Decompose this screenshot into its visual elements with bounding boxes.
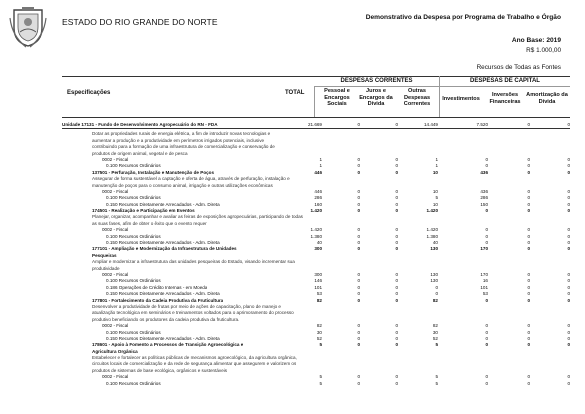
row-value: 0 [567, 342, 570, 348]
row-value: 0 [527, 297, 530, 303]
row-label: contribuindo para a formação de uma infraestrutura de comercialização e conservação de [92, 144, 275, 150]
row-value: 0 [395, 329, 398, 335]
row-value: 0 [357, 201, 360, 207]
row-value: 0 [527, 208, 530, 214]
column-header-total: TOTAL [285, 90, 305, 96]
row-label: 0.150 Recursos Diretamente Arrecadados - Adm. Direta [106, 291, 220, 297]
row-value: 0 [357, 195, 360, 201]
row-value: 1.420 [426, 227, 438, 233]
row-value: 0 [395, 122, 398, 127]
row-value: 0 [395, 188, 398, 194]
row-value: 0 [567, 329, 570, 335]
row-value: 0 [395, 208, 398, 214]
column-header-other-current: Outras Despesas Correntes [403, 88, 431, 107]
row-value: 300 [314, 246, 322, 252]
row-label: produtos de sistemas de base ecológica, orgânicos e sustentáveis [92, 367, 228, 373]
row-value: 0 [485, 227, 488, 233]
row-value: 0 [567, 233, 570, 239]
row-value: 0 [567, 156, 570, 162]
row-label: 0002 - Fiscal [102, 323, 129, 329]
row-value: 0 [567, 323, 570, 329]
row-value: 436 [480, 169, 488, 175]
row-value: 0 [435, 291, 438, 297]
row-value: 1 [435, 156, 438, 162]
row-value: 53 [482, 291, 488, 297]
row-value: 0 [527, 156, 530, 162]
row-value: 0 [395, 240, 398, 246]
row-label: 0002 - Fiscal [102, 374, 129, 380]
row-value: 0 [395, 278, 398, 284]
row-value: 0 [485, 297, 488, 303]
row-value: 0 [395, 342, 398, 348]
row-value: 0 [395, 271, 398, 277]
row-value: 0 [395, 297, 398, 303]
row-value: 0 [395, 195, 398, 201]
group-capital-header: DESPESAS DE CAPITAL [470, 78, 540, 84]
row-label: Agricultura Orgânica [92, 348, 138, 354]
row-value: 0 [435, 284, 438, 290]
row-value: 82 [316, 323, 322, 329]
row-value: 170 [480, 246, 488, 252]
row-value: 0 [357, 329, 360, 335]
row-label: 0.100 Recursos Ordinários [106, 329, 161, 335]
row-label: 0.186 Operações de Crédito Internas - em Moeda [106, 284, 208, 290]
row-label: 0.100 Recursos Ordinários [106, 195, 161, 201]
row-value: 10 [432, 201, 438, 207]
row-label: Dotar as propriedades rurais de energia elétrica, a fim de introduzir novas tecnologias e [92, 131, 271, 137]
row-value: 0 [527, 374, 530, 380]
row-value: 0 [395, 335, 398, 341]
row-value: 0 [395, 156, 398, 162]
row-value: 0 [527, 329, 530, 335]
row-value: 0 [357, 380, 360, 386]
row-value: 0 [527, 335, 530, 341]
row-label: Estabelecer e fortalecer as políticas públicas de mecanismos agroecológico, da agricultura orgânica, [92, 355, 297, 361]
row-value: 0 [567, 246, 570, 252]
row-value: 0 [527, 201, 530, 207]
row-value: 1.420 [310, 208, 322, 214]
row-value: 146 [314, 278, 322, 284]
row-label: Assegurar de forma sustentável a captação e oferta de água, através de perfuração, instalação e [92, 176, 290, 182]
row-value: 0 [567, 380, 570, 386]
row-label: as suas fases, afim de obter o êxito que o evento requer [92, 220, 207, 226]
row-value: 0 [485, 335, 488, 341]
row-label: Pesqueiras [92, 252, 117, 258]
row-value: 0 [357, 227, 360, 233]
row-value: 0 [395, 227, 398, 233]
row-value: 1 [319, 163, 322, 169]
row-value: 7.520 [476, 122, 488, 127]
row-value: 0 [527, 122, 530, 127]
row-label: 177101 - Ampliação e Modernização da Infraestrutura de Unidades [92, 246, 237, 252]
row-label: Unidade 17131 - Fundo de Desenvolvimento Agropecuário do RN - FDA [62, 122, 218, 127]
row-value: 130 [430, 271, 438, 277]
row-value: 0 [567, 240, 570, 246]
row-value: 0 [357, 323, 360, 329]
row-label: 178601 - Apoio à Fomento a Processos de Transição Agroecológica e [92, 342, 244, 348]
row-value: 286 [480, 195, 488, 201]
row-value: 5 [435, 342, 438, 348]
row-value: 0 [357, 169, 360, 175]
table-body [62, 122, 570, 387]
row-label: 0002 - Fiscal [102, 271, 129, 277]
row-value: 436 [480, 188, 488, 194]
row-value: 0 [357, 246, 360, 252]
row-value: 446 [314, 169, 322, 175]
row-value: 300 [314, 271, 322, 277]
row-value: 1.420 [426, 208, 438, 214]
row-value: 0 [357, 240, 360, 246]
row-label: 0002 - Fiscal [102, 156, 129, 162]
row-value: 30 [432, 329, 438, 335]
row-value: 0 [527, 246, 530, 252]
row-value: 101 [480, 284, 488, 290]
table-header-bottom-rule [62, 117, 570, 118]
row-value: 53 [316, 291, 322, 297]
row-value: 16 [482, 278, 488, 284]
row-label: 0.150 Recursos Diretamente Arrecadados - Adm. Direta [106, 201, 220, 207]
row-label: 0.100 Recursos Ordinários [106, 163, 161, 169]
state-name: ESTADO DO RIO GRANDE DO NORTE [62, 17, 218, 27]
row-value: 0 [357, 208, 360, 214]
row-value: 0 [567, 297, 570, 303]
row-value: 0 [357, 156, 360, 162]
row-value: 52 [432, 335, 438, 341]
row-value: 0 [567, 188, 570, 194]
row-value: 52 [316, 335, 322, 341]
row-label: 174501 - Realização e Participação em Eventos [92, 208, 195, 214]
base-year: Ano Base: 2019 [511, 37, 561, 44]
row-label: atualização tecnológica em seminários e treinamentos voltados para o aprimoramento do processo [92, 310, 294, 316]
row-value: 0 [527, 195, 530, 201]
column-header-financial-inversions: Inversões Financeiras [489, 92, 521, 105]
row-value: 5 [435, 374, 438, 380]
row-value: 0 [485, 233, 488, 239]
row-value: 0 [567, 195, 570, 201]
row-label: Desenvolver a produtividade de frutas por meio de ações de capacitação, plano de manejo e [92, 303, 281, 309]
row-value: 0 [527, 227, 530, 233]
row-value: 0 [567, 374, 570, 380]
column-header-debt-amortization: Amortização da Dívida [526, 92, 568, 105]
row-value: 0 [527, 278, 530, 284]
row-value: 0 [357, 233, 360, 239]
column-header-interest: Juros e Encargos da Dívida [359, 88, 393, 107]
row-value: 0 [527, 188, 530, 194]
row-value: 82 [432, 323, 438, 329]
row-value: 0 [567, 208, 570, 214]
currency-unit: R$ 1.000,00 [526, 47, 561, 54]
row-value: 5 [319, 380, 322, 386]
row-label: 0.100 Recursos Ordinários [106, 233, 161, 239]
row-value: 0 [485, 156, 488, 162]
row-value: 0 [395, 169, 398, 175]
table-top-rule [62, 76, 570, 77]
row-value: 0 [567, 284, 570, 290]
row-value: 30 [316, 329, 322, 335]
row-label: aumentar a produção e a produtividade em perímetros irrigados potenciais, inclusive [92, 137, 265, 143]
row-value: 0 [567, 278, 570, 284]
row-label: 0.100 Recursos Ordinários [106, 380, 161, 386]
row-value: 0 [485, 374, 488, 380]
row-value: 82 [316, 297, 322, 303]
row-label: 0.150 Recursos Diretamente Arrecadados - Adm. Direta [106, 335, 220, 341]
row-value: 0 [527, 380, 530, 386]
row-value: 0 [485, 208, 488, 214]
row-value: 0 [357, 297, 360, 303]
row-value: 0 [527, 271, 530, 277]
row-value: 0 [395, 246, 398, 252]
row-value: 0 [567, 163, 570, 169]
row-value: 0 [567, 291, 570, 297]
row-value: 0 [485, 329, 488, 335]
row-value: 0 [527, 323, 530, 329]
row-value: 1 [435, 163, 438, 169]
row-value: 0 [357, 122, 360, 127]
row-value: 446 [314, 188, 322, 194]
row-value: 0 [567, 227, 570, 233]
row-value: 0 [357, 163, 360, 169]
row-value: 0 [395, 201, 398, 207]
row-label: produtos de origem animal, vegetal e de pesca [92, 150, 188, 156]
row-value: 0 [567, 201, 570, 207]
column-header-personnel: Pessoal e Encargos Sociais [324, 88, 350, 107]
row-label: Planejar, organizar, acompanhar e avaliar as feiras de exposições agropecuárias, participando de todas [92, 214, 303, 220]
row-value: 0 [527, 291, 530, 297]
row-value: 0 [395, 374, 398, 380]
row-value: 5 [319, 374, 322, 380]
row-value: 40 [432, 240, 438, 246]
row-label: 137501 - Perfuração, Instalação e Manutenção de Poços [92, 169, 215, 175]
row-value: 14.449 [423, 122, 438, 127]
row-value: 5 [435, 380, 438, 386]
row-label: 177801 - Fortalecimento da Cadeia Produtiva da Fruticultura [92, 297, 224, 303]
row-value: 170 [480, 271, 488, 277]
row-value: 0 [567, 122, 570, 127]
row-value: 1 [319, 156, 322, 162]
row-value: 0 [527, 233, 530, 239]
funding-sources-label: Recursos de Todas as Fontes [476, 64, 561, 71]
row-value: 0 [357, 284, 360, 290]
row-value: 0 [357, 188, 360, 194]
table-row [62, 381, 570, 387]
row-value: 0 [485, 240, 488, 246]
row-label: Ampliar e modernizar a infraestrutura das unidades pesqueiras do Estado, visando incrementar sua [92, 259, 295, 265]
group-rule [314, 86, 570, 87]
row-value: 82 [432, 297, 438, 303]
row-value: 0 [395, 380, 398, 386]
column-header-investments: Investimentos [442, 96, 480, 102]
row-value: 10 [432, 169, 438, 175]
row-value: 0 [527, 240, 530, 246]
row-value: 286 [314, 195, 322, 201]
row-value: 0 [395, 323, 398, 329]
row-value: 0 [485, 342, 488, 348]
row-value: 0 [395, 284, 398, 290]
report-title: Demonstrativo da Despesa por Programa de Trabalho e Órgão [365, 14, 561, 21]
row-value: 5 [319, 342, 322, 348]
row-value: 1.380 [426, 233, 438, 239]
row-value: 130 [430, 246, 438, 252]
row-label: 0002 - Fiscal [102, 188, 129, 194]
row-value: 0 [395, 291, 398, 297]
row-value: 0 [357, 342, 360, 348]
row-value: 0 [357, 278, 360, 284]
row-label: 0002 - Fiscal [102, 227, 129, 233]
row-label: 0.100 Recursos Ordinários [106, 278, 161, 284]
row-value: 0 [485, 163, 488, 169]
row-value: 0 [527, 284, 530, 290]
row-value: 0 [357, 374, 360, 380]
row-value: 40 [316, 240, 322, 246]
row-value: 0 [357, 271, 360, 277]
state-coat-of-arms-logo [8, 6, 48, 48]
row-value: 0 [527, 163, 530, 169]
row-value: 1.420 [310, 227, 322, 233]
row-value: 130 [430, 278, 438, 284]
row-value: 0 [395, 233, 398, 239]
row-value: 0 [527, 169, 530, 175]
row-label: manutenção de poços para o consumo animal, irrigação e outras utilizações econômicas [92, 182, 273, 188]
row-value: 0 [357, 291, 360, 297]
row-value: 0 [567, 169, 570, 175]
row-value: 101 [314, 284, 322, 290]
row-value: 150 [480, 201, 488, 207]
row-value: 0 [357, 335, 360, 341]
row-label: circuitos locais de comercialização e da rede de segurança alimentar que assegurem e valorizem os [92, 361, 297, 367]
row-value: 0 [485, 380, 488, 386]
row-value: 0 [395, 163, 398, 169]
row-label: produtivo beneficiando os produtores da cadeia produtiva da fruticultura. [92, 316, 240, 322]
row-value: 21.669 [307, 122, 322, 127]
row-value: 5 [435, 195, 438, 201]
row-value: 0 [567, 271, 570, 277]
group-current-header: DESPESAS CORRENTES [340, 78, 413, 84]
row-value: 10 [432, 188, 438, 194]
row-label: 0.150 Recursos Diretamente Arrecadados - Adm. Direta [106, 240, 220, 246]
row-value: 0 [527, 342, 530, 348]
table-row [62, 122, 570, 129]
row-value: 0 [485, 323, 488, 329]
row-label: produtividade [92, 265, 120, 271]
row-value: 0 [567, 335, 570, 341]
row-value: 1.380 [310, 233, 322, 239]
row-value: 160 [314, 201, 322, 207]
column-header-specifications: Especificações [67, 90, 111, 96]
column-divider [314, 86, 315, 117]
